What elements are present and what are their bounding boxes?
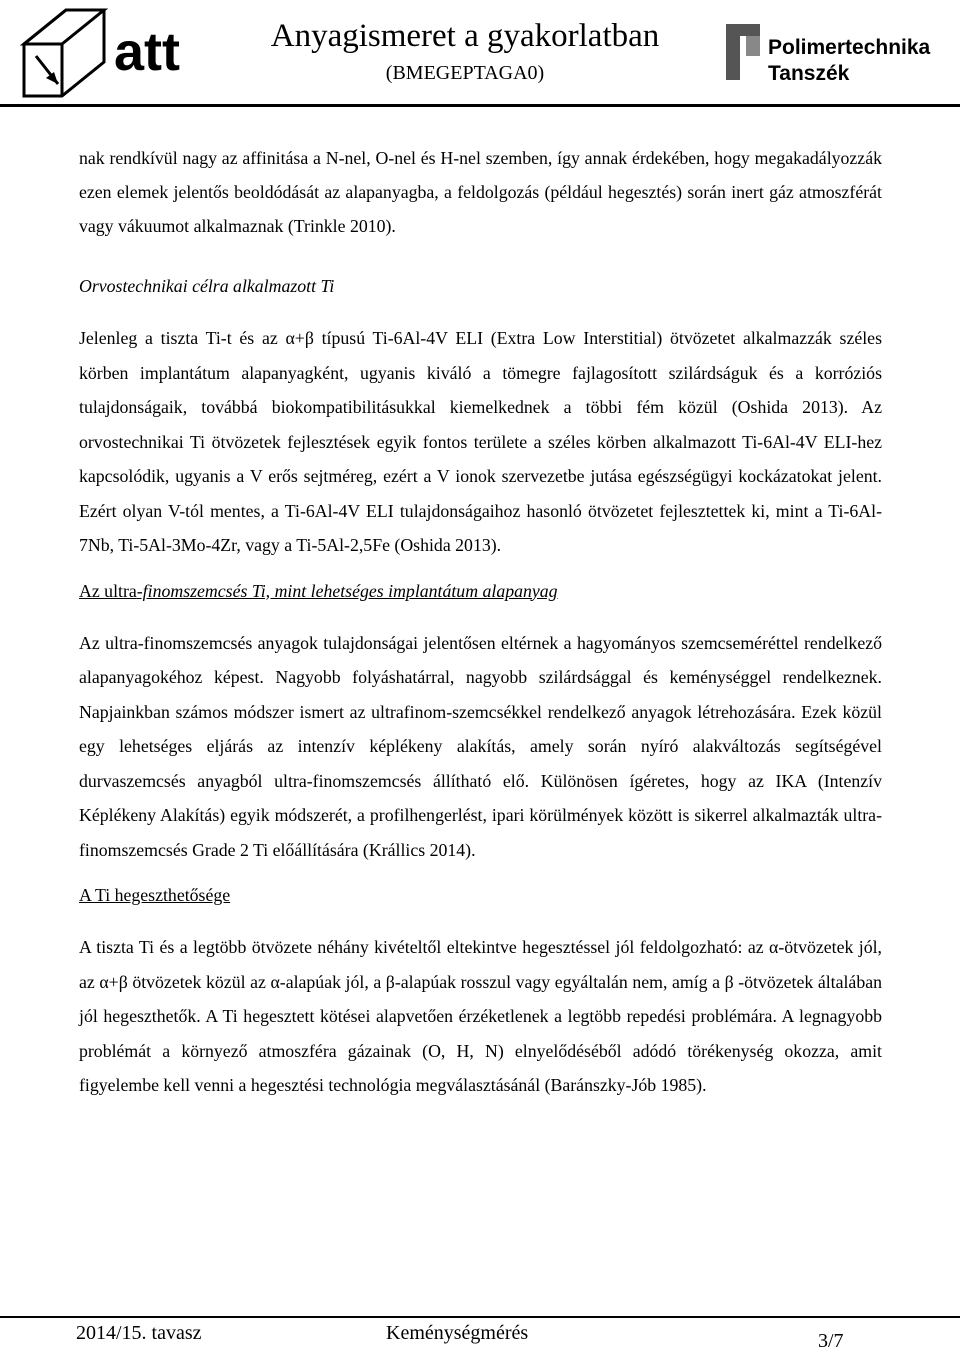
footer-semester: 2014/15. tavasz: [76, 1322, 202, 1344]
page-header: [0, 0, 960, 108]
paragraph-4: A tiszta Ti és a legtöbb ötvözete néhány kivételtől eltekintve hegesztéssel jól feldolgozható: az α-ötvözetek jól, az α+β ötvözetek közül az α-alapúak jól, a β-alapúak rosszul vagy egyáltalán nem, amíg a β -ötvözetek általában jól hegeszthetők. A Ti hegesztett kötései alapvetően érzéketlenek a legtöbb repedési problémára. A legnagyobb problémát a környező atmoszféra gázainak (O, H, N) elnyelődéséből adódó törékenység okozza, amit figyelembe kell venni a hegesztési technológia megválasztásánál (Baránszky-Jób 1985).: [79, 937, 882, 1095]
section-heading-weldability: A Ti hegeszthetősége: [79, 885, 231, 905]
logo-line-2: Tanszék: [768, 62, 850, 85]
logo-line-1: Polimertechnika: [768, 36, 931, 59]
heading-italic-rest: -finomszemcsés Ti, mint lehetséges implantátum alapanyag: [136, 580, 558, 601]
page-content: [79, 141, 882, 1103]
section-heading-medical-ti: Orvostechnikai célra alkalmazott Ti: [79, 276, 335, 296]
paragraph-1: nak rendkívül nagy az affinitása a N-nel, O-nel és H-nel szemben, így annak érdekében, hogy megakadályozzák ezen elemek jelentős beoldódását az alapanyagba, a feldolgozás (például hegesztés) során inert gáz atmoszférát vagy vákuumot alkalmaznak (Trinkle 2010).: [79, 148, 882, 236]
polimertechnika-logo: [722, 18, 954, 88]
att-logo-text: att: [114, 22, 180, 82]
header-title-block: [230, 14, 700, 86]
section-heading-ufg-ti: [79, 581, 882, 602]
course-code: (BMEGEPTAGA0): [385, 62, 545, 84]
course-title: Anyagismeret a gyakorlatban: [270, 18, 660, 54]
footer-page-number: 3/7: [818, 1330, 844, 1352]
paragraph-2: Jelenleg a tiszta Ti-t és az α+β típusú Ti-6Al-4V ELI (Extra Low Interstitial) ötvözetet alkalmazzák széles körben implantátum alapanyagként, ugyanis kiváló a tömegre fajlagosított szilárdságuk és a korróziós tulajdonságaik, továbbá biokompatibilitásukkal kiemelkednek a többi fém közül (Oshida 2013). Az orvostechnikai Ti ötvözetek fejlesztések egyik fontos területe a széles körben alkalmazott Ti-6Al-4V ELI-hez kapcsolódik, ugyanis a V erős sejtméreg, ezért a V ionok szervezetbe jutása egészségügyi kockázatokat jelent. Ezért olyan V-tól mentes, a Ti-6Al-4V ELI tulajdonságaihoz hasonló ötvözetet fejlesztettek ki, mint a Ti-6Al-7Nb, Ti-5Al-3Mo-4Zr, vagy a Ti-5Al-2,5Fe (Oshida 2013).: [79, 328, 882, 555]
footer-topic: Keménységmérés: [386, 1322, 529, 1344]
paragraph-3: Az ultra-finomszemcsés anyagok tulajdonságai jelentősen eltérnek a hagyományos szemcseméréttel rendelkező alapanyagokéhoz képest. Nagyobb folyáshatárral, nagyobb szilárdsággal és keménységgel rendelkeznek. Napjainkban számos módszer ismert az ultrafinom-szemcsékkel rendelkező anyagok létrehozására. Ezek közül egy lehetséges eljárás az intenzív képlékeny alakítás, amely során nyíró alakváltozás segítségével durvaszemcsés anyagból ultra-finomszemcsés állítható elő. Különösen ígéretes, hogy az IKA (Intenzív Képlékeny Alakítás) egyik módszerét, a profilhengerlést, ipari körülmények között is sikerrel alkalmazták ultra-finomszemcsés Grade 2 Ti előállítására (Krállics 2014).: [79, 632, 882, 860]
footer-rule: [0, 1316, 960, 1318]
heading-prefix: Az ultra: [79, 580, 137, 601]
header-rule: [0, 104, 960, 107]
att-logo: [18, 4, 198, 100]
